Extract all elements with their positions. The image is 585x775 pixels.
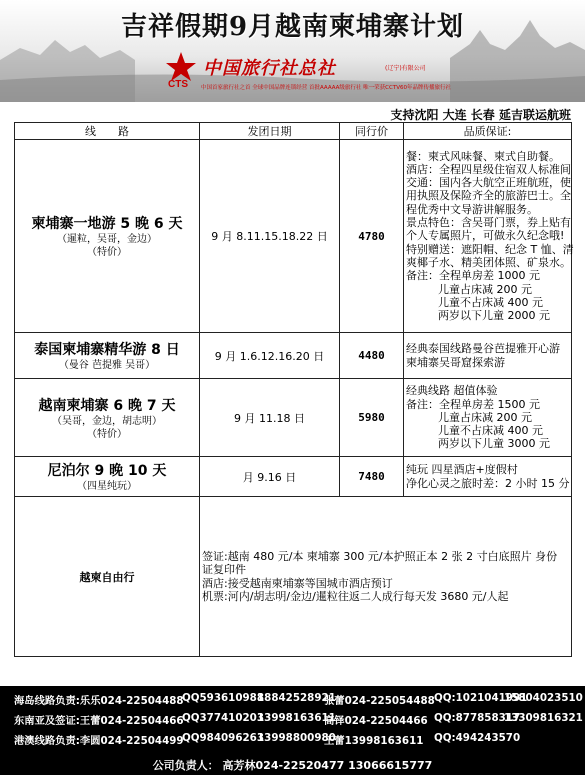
contact-mobile: 13309816321 — [504, 712, 583, 724]
desc-line: 经典泰国线路曼谷芭提雅开心游 — [406, 342, 560, 356]
company-suffix: (辽宁)有限公司 — [385, 65, 426, 72]
contact-qq: QQ593610988 — [182, 692, 264, 704]
route-cell — [15, 457, 200, 497]
contact-person: 港澳线路负责:李圆024-22504499 — [14, 735, 184, 747]
page-title: 吉祥假期9月越南柬埔寨计划 — [120, 12, 465, 42]
contact-mobile: 13998163611 — [257, 712, 336, 724]
route-sub: （四星纯玩） — [77, 481, 137, 492]
route-cell — [15, 140, 200, 333]
desc-line: 爽椰子水、精美团体照、矿泉水。 — [406, 255, 571, 269]
contact-person: 王蕾13998163611 — [324, 735, 424, 747]
desc-cell — [404, 379, 572, 457]
desc-line: 儿童不占床减 400 元 — [438, 295, 543, 309]
date-cell: 9 月 11.18 日 — [200, 379, 340, 457]
contact-mobile: 15804023510 — [504, 692, 583, 704]
desc-line: 备注：全程单房差 1000 元 — [406, 269, 540, 283]
desc-cell — [404, 457, 572, 497]
table-row — [15, 140, 572, 333]
contact-mobile: 13998800980 — [257, 732, 336, 744]
route-cell — [15, 379, 200, 457]
free-travel-desc — [200, 497, 572, 657]
route-cell — [15, 333, 200, 379]
price-cell: 7480 — [340, 457, 404, 497]
desc-line: 个人专属照片，可做永久纪念哦! — [406, 229, 565, 243]
contact-qq: QQ:877858317 — [434, 712, 521, 724]
desc-line: 程优秀中文导游讲解服务。 — [406, 202, 538, 216]
desc-line: 儿童占床减 200 元 — [438, 410, 532, 424]
contact-mobile: 18842528921 — [257, 692, 336, 704]
desc-line: 签证:越南 480 元/本 柬埔寨 300 元/本护照正本 2 张 2 寸白底照片 身份 — [202, 549, 558, 563]
desc-line: 纯玩 四星酒店+度假村 — [406, 463, 518, 477]
route-name: 柬埔寨一地游 5 晚 6 天 — [31, 216, 183, 232]
desc-line: 儿童不占床减 400 元 — [438, 424, 543, 438]
date-cell: 月 9.16 日 — [200, 457, 340, 497]
route-name: 越南柬埔寨 6 晚 7 天 — [38, 397, 176, 414]
desc-line: 酒店:接受越南柬埔寨等国城市酒店预订 — [202, 576, 393, 590]
desc-line: 儿童占床减 200 元 — [438, 282, 532, 296]
company-manager: 公司负责人： 高芳林024-22520477 13066615777 — [152, 759, 433, 772]
route-name: 尼泊尔 9 晚 10 天 — [47, 463, 167, 479]
route-sub: （暹粒，吴哥，金边） — [57, 234, 157, 245]
desc-line: 酒店：全程四星级住宿双人标准间 — [406, 162, 571, 176]
table-row — [15, 457, 572, 497]
date-cell: 9 月 8.11.15.18.22 日 — [200, 140, 340, 333]
desc-line: 机票:河内/胡志明/金边/暹粒往返二人成行每天发 3680 元/人起 — [202, 590, 509, 603]
desc-line: 经典线路 超值体验 — [406, 384, 498, 398]
cts-label: CTS — [168, 79, 188, 90]
date-cell: 9 月 1.6.12.16.20 日 — [200, 333, 340, 379]
desc-line: 餐：柬式风味餐、柬式自助餐。 — [406, 149, 560, 163]
contact-qq: QQ377410203 — [182, 712, 264, 724]
price-cell: 4780 — [340, 140, 404, 333]
route-sub: （吴哥，金边，胡志明） — [52, 415, 162, 427]
contact-person: 高铎024-22504466 — [324, 715, 428, 727]
desc-line: 特别赠送：遮阳帽、纪念 T 恤、清 — [406, 242, 574, 256]
desc-line: 备注：全程单房差 1500 元 — [406, 397, 540, 411]
route-sub: （特价） — [87, 247, 127, 258]
header-banner — [0, 0, 585, 102]
flight-support-note: 支持沈阳 大连 长春 延吉联运航班 — [390, 108, 571, 122]
desc-line: 两岁以下儿童 2000 元 — [438, 309, 550, 323]
route-sub: （曼谷 芭提雅 吴哥） — [58, 360, 156, 371]
contact-qq: QQ:1021041991 — [434, 692, 528, 704]
cts-logo — [165, 50, 475, 94]
table-row — [15, 379, 572, 457]
header-quality: 品质保证: — [404, 123, 572, 140]
company-slogan: 中国首家旅行社之首 全球中国品牌连锁经营 首批AAAAA级旅行社 唯一荣获CCTV60年品牌传播旅行社 — [201, 85, 451, 91]
header-route: 线 路 — [15, 123, 200, 140]
route-name: 泰国柬埔寨精华游 8 日 — [34, 342, 180, 358]
contact-person: 海岛线路负责:乐乐024-22504488 — [14, 695, 184, 707]
desc-line: 交通：国内各大航空正班航班，使 — [406, 176, 571, 190]
contact-qq: QQ:494243570 — [434, 732, 521, 744]
header-date: 发团日期 — [200, 123, 340, 140]
desc-cell — [404, 333, 572, 379]
desc-line: 证复印件 — [202, 563, 246, 576]
company-name: 中国旅行社总社 — [203, 58, 336, 79]
contact-person: 张蕾024-225054488 — [324, 695, 435, 707]
route-sub: （特价） — [87, 428, 127, 440]
desc-line: 用执照及保险齐全的旅游巴士。全 — [406, 189, 571, 203]
desc-line: 净化心灵之旅时差：2 小时 15 分 — [406, 476, 570, 490]
free-travel-name: 越柬自由行 — [15, 497, 200, 657]
table-row-free — [15, 497, 572, 657]
desc-line: 柬埔寨吴哥窟探索游 — [406, 355, 505, 369]
price-cell: 5980 — [340, 379, 404, 457]
contact-qq: QQ984096263 — [182, 732, 264, 744]
price-cell: 4480 — [340, 333, 404, 379]
desc-line: 景点特色：含吴哥门票，券上贴有 — [406, 216, 571, 230]
header-price: 同行价 — [340, 123, 404, 140]
desc-cell — [404, 140, 572, 333]
contact-person: 东南亚及签证:王蕾024-22504466 — [14, 715, 184, 727]
contact-footer — [0, 686, 585, 775]
desc-line: 两岁以下儿童 3000 元 — [438, 437, 550, 451]
tour-table — [14, 122, 572, 657]
table-header-row — [15, 123, 572, 140]
table-row — [15, 333, 572, 379]
